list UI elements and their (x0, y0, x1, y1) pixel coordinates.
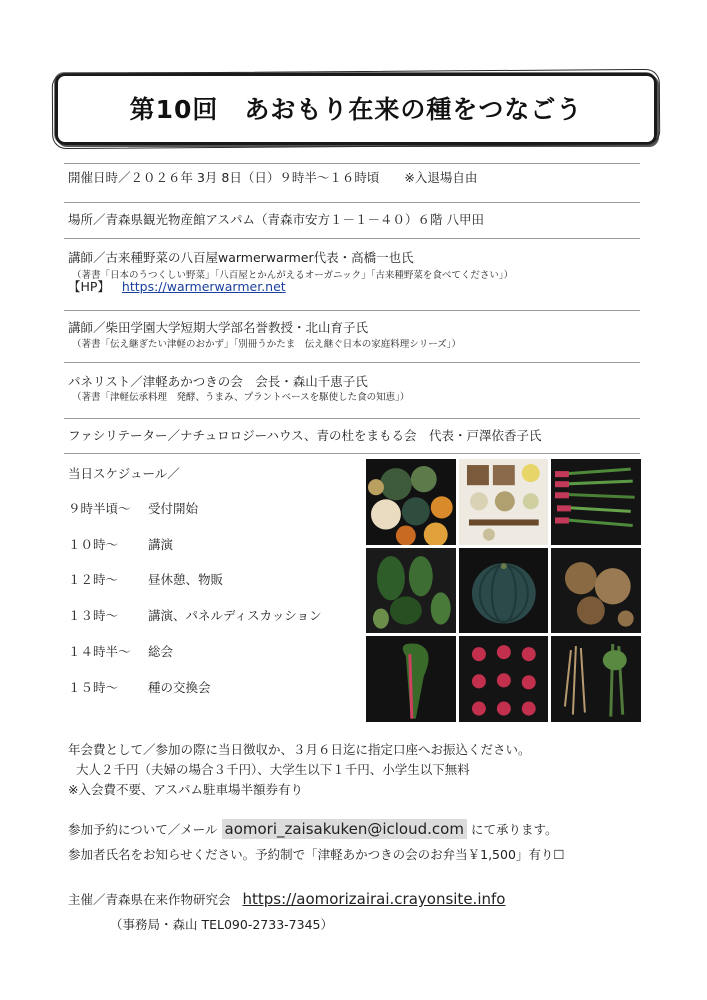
speaker-1: 講師／古来種野菜の八百屋warmerwarmer代表・高橋一也氏 (68, 250, 414, 265)
event-datetime: 開催日時／２０２６年 3月 8日（日）９時半～１６時頃 ※入退場自由 (68, 170, 478, 185)
fee-line-3: ※入会費不要、アスパム駐車場半額券有り (68, 782, 303, 797)
hp-label: 【HP】 (68, 279, 110, 294)
fee-line-2: 大人２千円（夫婦の場合３千円）、大学生以下１千円、小学生以下無料 (76, 762, 470, 777)
divider (64, 310, 640, 311)
title-frame (55, 73, 657, 145)
schedule-time: １０時～ (68, 537, 119, 552)
schedule-event: 受付開始 (148, 501, 199, 516)
page-title: 第10回 あおもり在来の種をつなごう (129, 95, 583, 124)
organizer-line (68, 890, 505, 908)
schedule-event: 総会 (148, 644, 174, 659)
speaker-2: 講師／柴田学園大学短期大学部名誉教授・北山育子氏 (68, 320, 369, 335)
scallions-photo (551, 459, 641, 545)
panelist-books: （著書「津軽伝承料理 発酵、うまみ、プラントベースを駆使した食の知恵」） (72, 392, 410, 403)
roots-photo (551, 636, 641, 722)
reservation-line-1 (68, 820, 557, 838)
fee-line-1: 年会費として／参加の際に当日徴収か、３月６日迄に指定口座へお振込ください。 (68, 742, 531, 757)
reservation-line-2: 参加者氏名をお知らせください。予約制で「津軽あかつきの会のお弁当￥1,500」有り☐ (68, 847, 565, 862)
schedule-item (68, 535, 173, 553)
schedule-event: 種の交換会 (148, 680, 211, 695)
organizer-name: 主催／青森県在来作物研究会 (68, 892, 231, 907)
panelist: パネリスト／津軽あかつきの会 会長・森山千恵子氏 (68, 374, 368, 389)
event-place: 場所／青森県観光物産館アスパム（青森市安方１－１－４０）６階 八甲田 (68, 212, 484, 227)
divider (64, 163, 640, 164)
schedule-item (68, 606, 322, 624)
divider (64, 238, 640, 239)
schedule-time: １５時～ (68, 680, 119, 695)
speaker-1-books: （著書「日本のうつくしい野菜」「八百屋とかんがえるオーガニック」「古来種野菜を食べてください」） (72, 270, 514, 281)
hp-link[interactable]: https://warmerwarmer.net (121, 279, 286, 294)
schedule-time: １３時～ (68, 608, 119, 623)
greens-photo (366, 548, 456, 634)
pumpkins-photo (366, 459, 456, 545)
organizer-website-link[interactable]: https://aomorizairai.crayonsite.info (242, 890, 506, 908)
divider (64, 453, 640, 454)
email-link[interactable]: aomori_zaisakuken@icloud.com (222, 819, 467, 839)
reservation-prefix: 参加予約について／メール (68, 822, 218, 837)
schedule-time: １４時半～ (68, 644, 131, 659)
vegetable-photo-grid (366, 459, 641, 722)
chard-photo (366, 636, 456, 722)
schedule-item (68, 570, 223, 588)
schedule-event: 講演、パネルディスカッション (148, 608, 322, 623)
dishes-photo (459, 459, 549, 545)
radishes-photo (459, 636, 549, 722)
schedule-item (68, 642, 173, 660)
burrs-photo (551, 548, 641, 634)
speaker-2-books: （著書「伝え継ぎたい津軽のおかず」「別冊うかたま 伝え継ぐ日本の家庭料理シリーズ」） (72, 339, 462, 350)
schedule-time: ９時半頃～ (68, 501, 131, 516)
schedule-item (68, 499, 198, 517)
schedule-event: 昼休憩、物販 (148, 572, 224, 587)
divider (64, 202, 640, 203)
pumpkin-closeup-photo (459, 548, 549, 634)
facilitator: ファシリテーター／ナチュロロジーハウス、青の杜をまもる会 代表・戸澤依香子氏 (68, 428, 542, 443)
schedule-event: 講演 (148, 537, 174, 552)
organizer-office: （事務局・森山 TEL090-2733-7345） (110, 917, 333, 932)
schedule-time: １２時～ (68, 572, 119, 587)
speaker-1-homepage (68, 277, 286, 295)
schedule-item (68, 678, 211, 696)
divider (64, 362, 640, 363)
reservation-suffix: にて承ります。 (470, 822, 558, 837)
divider (64, 418, 640, 419)
schedule-heading: 当日スケジュール／ (68, 466, 180, 481)
